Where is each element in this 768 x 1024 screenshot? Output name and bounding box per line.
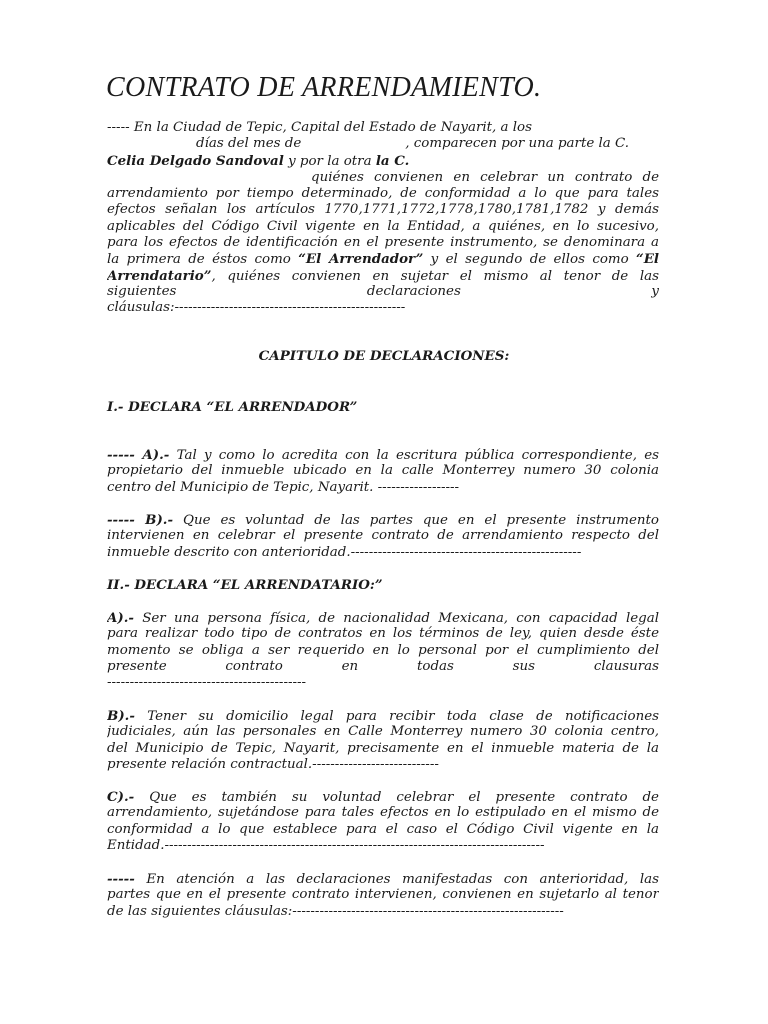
item-line: -------------------------------------------- xyxy=(107,675,307,691)
intro-line: ----- En la Ciudad de Tepic, Capital del Estado de Nayarit, a los xyxy=(107,120,532,135)
item-label: A).- xyxy=(107,610,134,626)
intro-line: para los efectos de identificación en el presente instrumento, se denominara a xyxy=(107,235,659,251)
item-line: momento se obliga a ser requerido en lo personal por el cumplimiento del xyxy=(107,642,659,658)
intro-line xyxy=(107,284,659,300)
intro-text: , quiénes convienen en sujetar el mismo al tenor de las xyxy=(211,268,659,284)
item-text: Que es también su voluntad celebrar el presente contrato de xyxy=(149,790,659,805)
party-name: Celia Delgado Sandoval xyxy=(107,152,284,169)
intro-line xyxy=(107,251,659,267)
item-line: intervienen en celebrar el presente contrato de arrendamiento respecto del xyxy=(107,528,659,544)
intro-line xyxy=(107,136,659,152)
declaration-heading: II.- DECLARA “EL ARRENDATARIO:” xyxy=(107,577,383,593)
item-line: presente relación contractual.---------------------------- xyxy=(107,756,439,772)
section-title: CAPITULO DE DECLARACIONES: xyxy=(258,348,510,364)
intro-line: efectos señalan los artículos 1770,1771,1772,1778,1780,1781,1782 y demás xyxy=(107,202,659,218)
item-label: ----- A).- xyxy=(107,447,170,463)
item-line xyxy=(107,447,659,463)
item-line: partes que en el presente contrato intervienen, convienen en sujetarlo al tenor xyxy=(107,887,659,903)
item-line xyxy=(107,610,659,626)
declaration-item xyxy=(107,447,659,496)
item-label: ----- xyxy=(107,871,135,887)
intro-line: cláusulas:--------------------------------------------------- xyxy=(107,300,406,316)
item-line: de las siguientes cláusulas:------------------------------------------------------------ xyxy=(107,903,564,919)
intro-text: días del mes de xyxy=(196,136,302,152)
document-title: CONTRATO DE ARRENDAMIENTO. xyxy=(106,72,542,103)
party-role: “El Arrendador” xyxy=(298,251,424,268)
item-text: Que es voluntad de las partes que en el presente instrumento xyxy=(182,513,659,528)
intro-text: la C. xyxy=(375,152,410,169)
item-line xyxy=(107,871,659,887)
intro-text: y por la otra xyxy=(288,153,372,169)
intro-text: quiénes convienen en celebrar un contrato de xyxy=(311,169,659,185)
item-label: B).- xyxy=(107,708,135,724)
item-line: inmueble descrito con anterioridad.--------------------------------------------------- xyxy=(107,544,582,560)
intro-paragraph xyxy=(107,120,659,317)
declaration-item xyxy=(107,512,659,561)
closing-paragraph xyxy=(107,871,659,920)
intro-line: arrendamiento por tiempo determinado, de conformidad a lo que para tales xyxy=(107,186,659,202)
intro-text: la primera de éstos como xyxy=(107,252,291,268)
item-label: C).- xyxy=(107,789,135,805)
item-line: arrendamiento, sujetándose para tales efectos en lo estipulado en el mismo de xyxy=(107,805,659,821)
intro-line xyxy=(107,268,659,284)
declaration-item xyxy=(107,610,659,691)
item-line: conformidad a lo que establece para el caso el Código Civil vigente en la xyxy=(107,821,659,837)
party-role: Arrendatario” xyxy=(107,267,212,284)
intro-text: y el segundo de ellos como xyxy=(430,252,629,268)
item-line: para realizar todo tipo de contratos en los términos de ley, quien desde éste xyxy=(107,626,659,642)
item-line: propietario del inmueble ubicado en la calle Monterrey numero 30 colonia xyxy=(107,463,659,479)
declaration-item xyxy=(107,708,659,773)
declaration-heading: I.- DECLARA “EL ARRENDADOR” xyxy=(107,399,358,415)
item-line xyxy=(107,512,659,528)
declaration-item xyxy=(107,789,659,854)
item-text: Ser una persona física, de nacionalidad Mexicana, con capacidad legal xyxy=(142,611,659,626)
party-role: “El xyxy=(636,251,659,268)
item-text: Tener su domicilio legal para recibir toda clase de notificaciones xyxy=(147,709,659,724)
item-text: Tal y como lo acredita con la escritura pública correspondiente, es xyxy=(176,448,659,463)
intro-line: aplicables del Código Civil vigente en la Entidad, a quiénes, en lo sucesivo, xyxy=(107,218,659,234)
item-line: Entidad.------------------------------------------------------------------------------------ xyxy=(107,837,545,853)
item-text: En atención a las declaraciones manifestadas con anterioridad, las xyxy=(146,872,659,887)
item-label: ----- B).- xyxy=(107,512,174,528)
intro-text: siguientes declaraciones y xyxy=(107,283,659,299)
intro-line xyxy=(107,170,659,186)
item-line: del Municipio de Tepic, Nayarit, precisamente en el inmueble materia de la xyxy=(107,740,659,756)
item-line: presente contrato en todas sus clausuras xyxy=(107,658,659,674)
intro-line xyxy=(107,153,659,170)
item-line xyxy=(107,708,659,724)
intro-text: , comparecen por una parte la C. xyxy=(405,136,630,152)
item-line: judiciales, aún las personales en Calle Monterrey numero 30 colonia centro, xyxy=(107,724,659,740)
item-line xyxy=(107,789,659,805)
item-line: centro del Municipio de Tepic, Nayarit. ------------------ xyxy=(107,479,460,495)
